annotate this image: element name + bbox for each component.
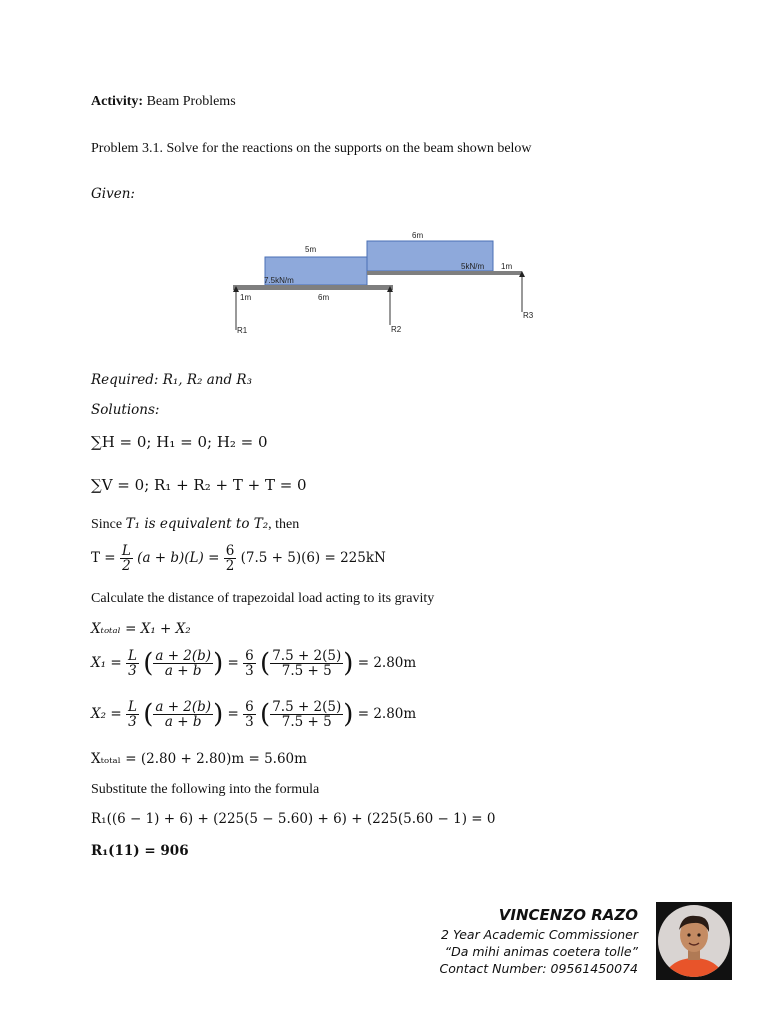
xtotal-definition: Xₜₒₜₐₗ = X₁ + X₂ xyxy=(91,621,191,637)
x1-result: = 2.80m xyxy=(357,655,417,671)
x1-numeric-fraction: $\frac{7.5 + 2(5)}{7.5 + 5}$ xyxy=(272,648,342,679)
given-label: Given: xyxy=(91,186,135,202)
label-left-load: 7.5kN/m xyxy=(264,276,294,285)
upper-beam xyxy=(367,271,522,275)
x2-symbolic-fraction: $\frac{a + 2(b)}{a + b}$ xyxy=(155,699,212,730)
x1-lhs: X₁ = xyxy=(91,655,122,671)
calculate-distance-text: Calculate the distance of trapezoidal load acting to its gravity xyxy=(91,591,435,606)
sum-v-equation: ∑V = 0; R₁ + R₂ + T + T = 0 xyxy=(91,476,307,494)
label-overhang-left: 1m xyxy=(240,293,252,302)
x1-equation: X₁ = $\frac{L}{3}$ ( $\frac{a + 2(b)}{a + b}$ ) = $\frac{6}{3}$ ( $\frac{7.5 + 2(5)}{7.5 + 5}$ ) = 2.80m xyxy=(91,648,417,679)
label-right-length: 6m xyxy=(412,231,424,240)
activity-title: Beam Problems xyxy=(146,94,236,109)
t-middle: (a + b)(L) = xyxy=(137,550,220,566)
x1-symbolic-fraction: $\frac{a + 2(b)}{a + b}$ xyxy=(155,648,212,679)
xtotal-calculation: Xₜₒₜₐₗ = (2.80 + 2.80)m = 5.60m xyxy=(91,751,307,767)
signature-contact: Contact Number: 09561450074 xyxy=(439,961,638,976)
label-left-length: 5m xyxy=(305,245,317,254)
since-prefix: Since xyxy=(91,517,123,532)
label-r1: R1 xyxy=(237,326,248,335)
label-r2: R2 xyxy=(391,325,402,334)
signature-name: VINCENZO RAZO xyxy=(498,906,638,924)
problem-statement: Problem 3.1. Solve for the reactions on the supports on the beam shown below xyxy=(91,141,532,156)
label-r3: R3 xyxy=(523,311,534,320)
t-equation xyxy=(91,544,386,573)
t-fraction-6-2: $\frac{6}{2}$ xyxy=(225,543,235,574)
avatar-frame xyxy=(656,902,732,980)
substitute-text: Substitute the following into the formula xyxy=(91,782,320,797)
since-line xyxy=(91,515,299,534)
t-fraction-l-2: $\frac{L}{2}$ xyxy=(121,543,131,574)
label-right-load: 5kN/m xyxy=(461,262,485,271)
since-suffix: , then xyxy=(268,517,300,532)
x2-equation: X₂ = $\frac{L}{3}$ ( $\frac{a + 2(b)}{a + b}$ ) = $\frac{6}{3}$ ( $\frac{7.5 + 2(5)}{7.5 + 5}$ ) = 2.80m xyxy=(91,699,417,730)
label-overhang-right: 1m xyxy=(501,262,513,271)
lower-beam xyxy=(233,285,393,290)
signature-role: 2 Year Academic Commissioner xyxy=(441,927,638,942)
activity-label: Activity: xyxy=(91,94,144,109)
since-math: T₁ is equivalent to T₂ xyxy=(125,516,269,532)
activity-line xyxy=(91,93,236,111)
r1-equation: R₁((6 − 1) + 6) + (225(5 − 5.60) + 6) + (225(5.60 − 1) = 0 xyxy=(91,811,496,827)
x2-lhs: X₂ = xyxy=(91,706,122,722)
x2-result: = 2.80m xyxy=(357,706,417,722)
t-lhs: T = xyxy=(91,550,116,566)
signature-motto: “Da mihi animas coetera tolle” xyxy=(444,944,638,959)
label-span-mid: 6m xyxy=(318,293,330,302)
r1-result: R₁(11) = 906 xyxy=(91,843,189,859)
solutions-label: Solutions: xyxy=(91,402,160,418)
t-rhs: (7.5 + 5)(6) = 225kN xyxy=(240,550,386,566)
beam-diagram xyxy=(225,222,545,342)
required-line: Required: R₁, R₂ and R₃ xyxy=(91,372,253,388)
x2-numeric-fraction: $\frac{7.5 + 2(5)}{7.5 + 5}$ xyxy=(272,699,342,730)
person-photo-icon xyxy=(656,902,732,980)
sum-h-equation: ∑H = 0; H₁ = 0; H₂ = 0 xyxy=(91,433,268,451)
